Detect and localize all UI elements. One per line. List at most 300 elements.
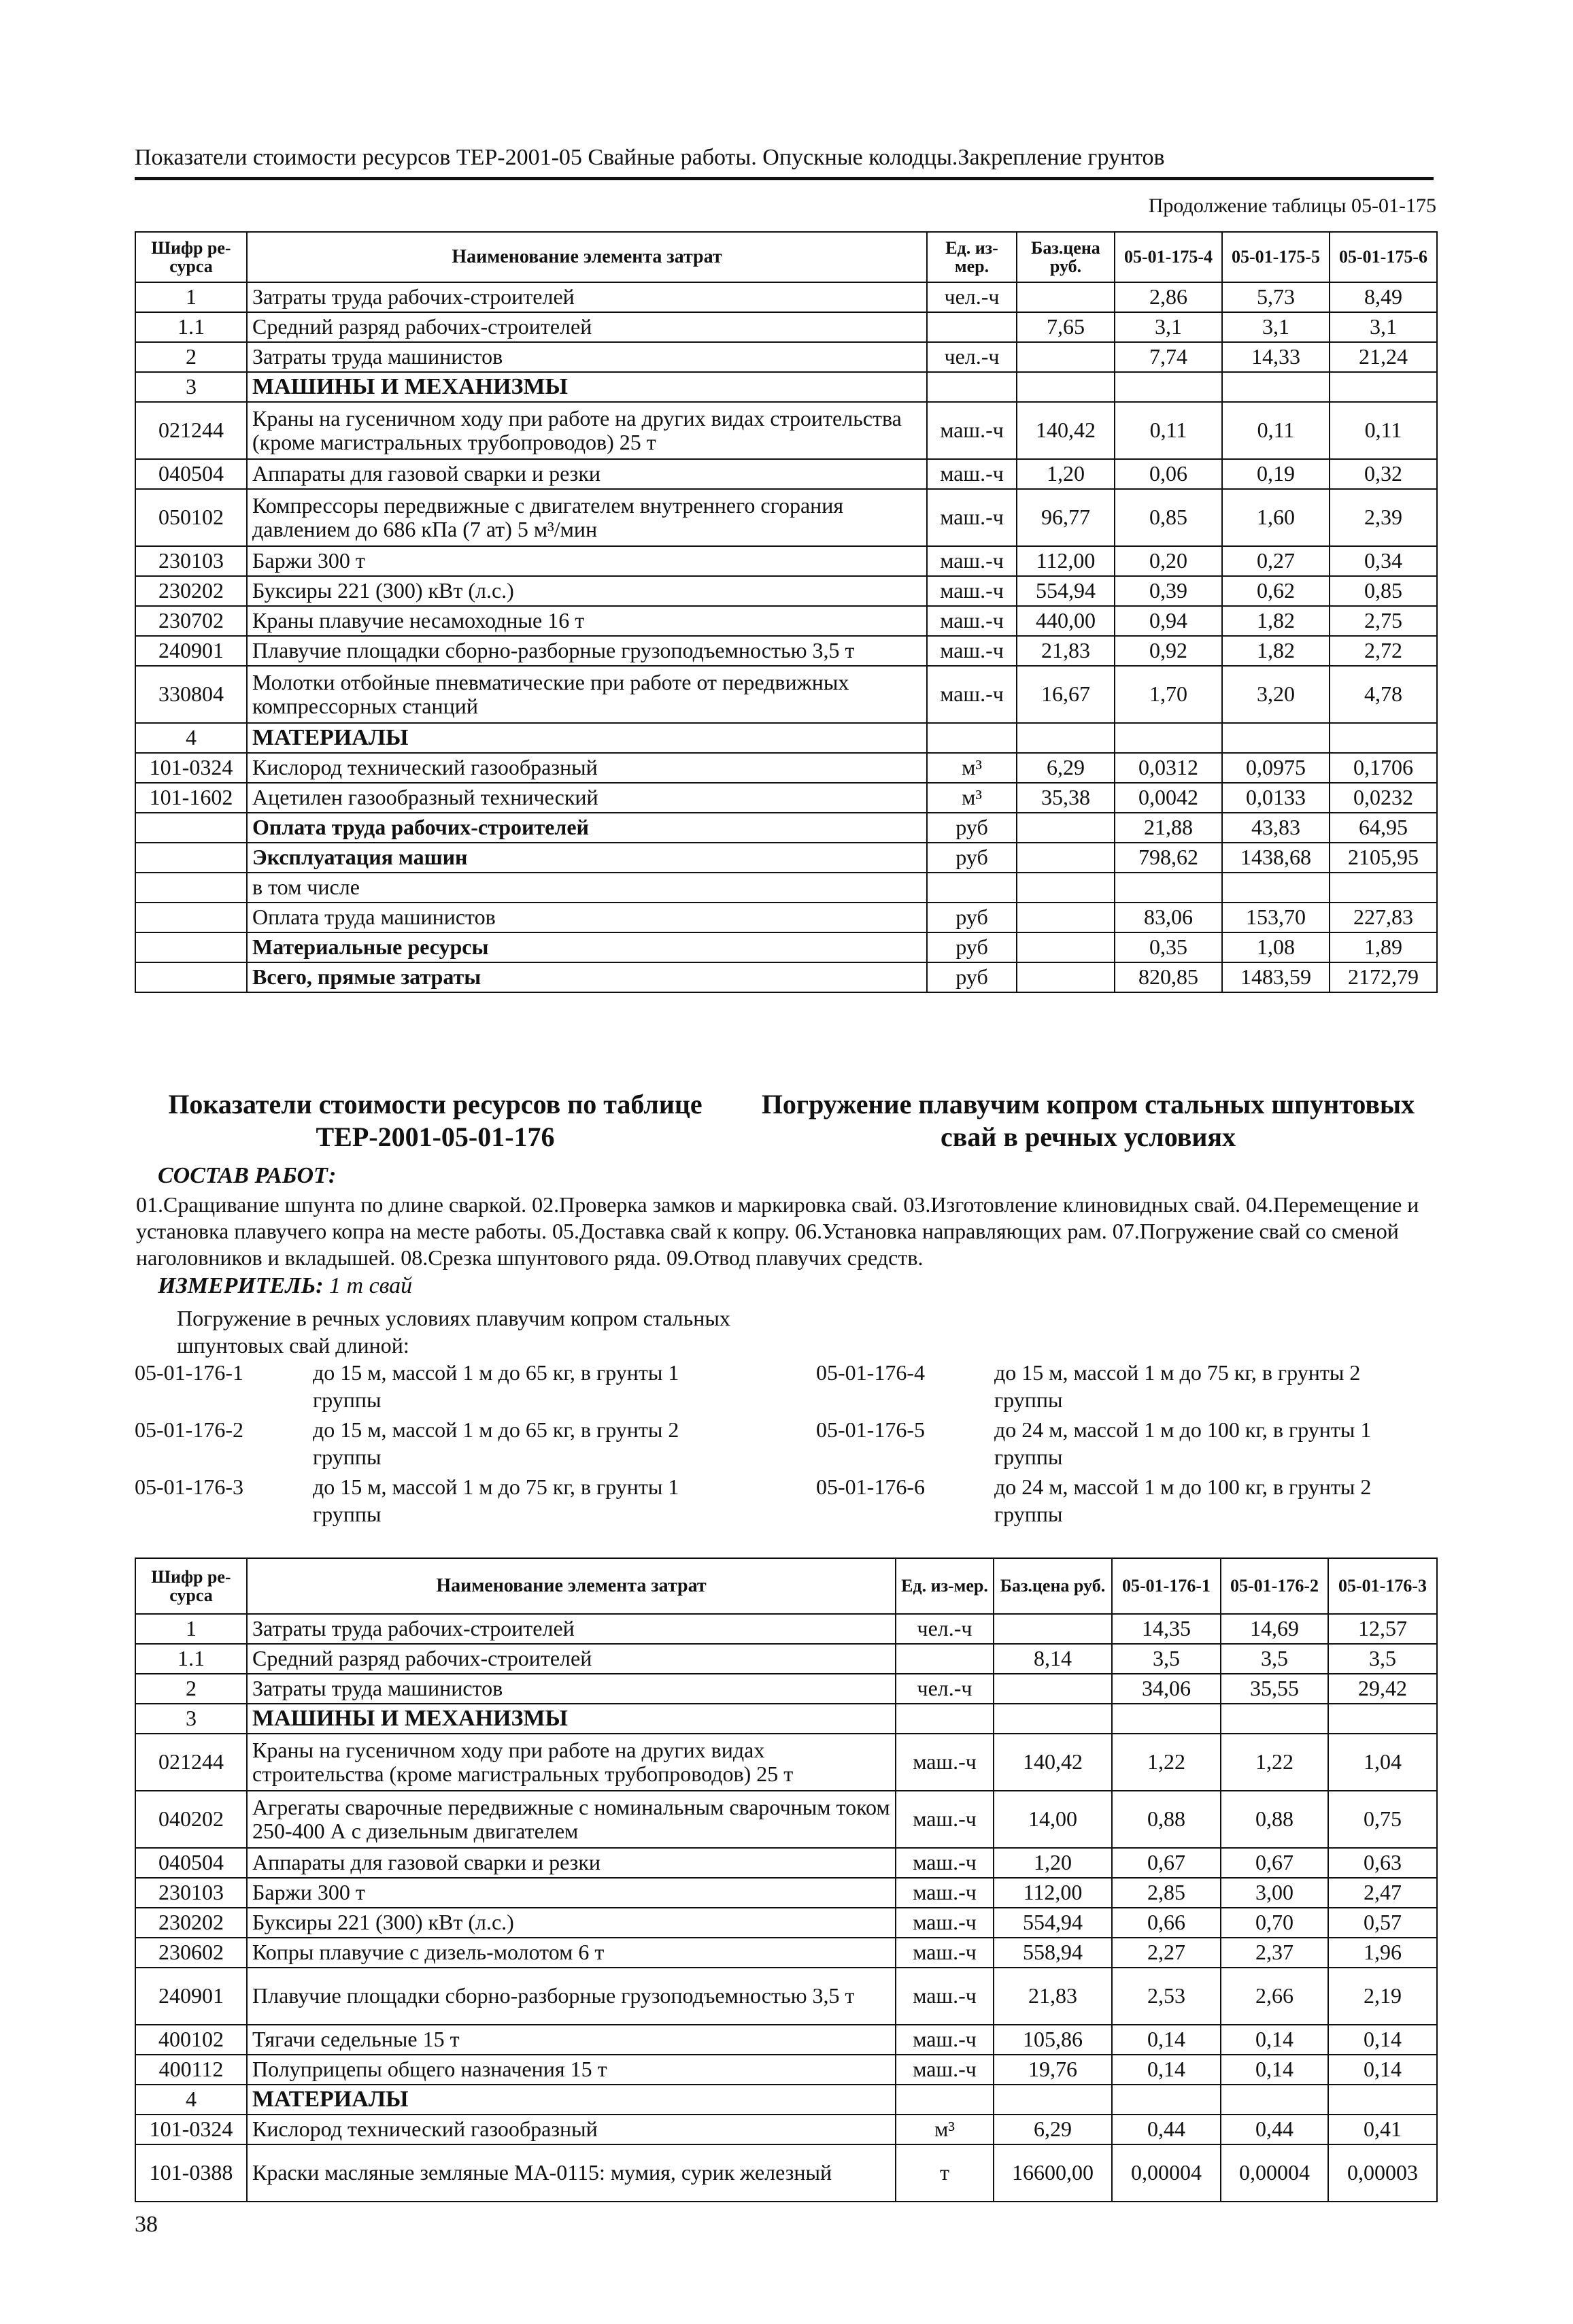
cell-value: 0,41 bbox=[1328, 2115, 1437, 2144]
cell-code: 230602 bbox=[135, 1938, 247, 1968]
cell-price: 35,38 bbox=[1017, 783, 1115, 813]
summary-row bbox=[135, 932, 1437, 962]
cell-value: 2,27 bbox=[1112, 1938, 1221, 1968]
cell-name: Молотки отбойные пневматические при работе от передвижных компрессорных станций bbox=[247, 666, 927, 723]
cell-price: 112,00 bbox=[994, 1878, 1112, 1908]
cell-name: Кислород технический газообразный bbox=[247, 753, 927, 783]
work-composition-text: 01.Сращивание шпунта по длине сваркой. 02.Проверка замков и маркировка свай. 03.Изготовление клиновидных свай. 04.Перемещение и установка плавучего копра на месте работы. 05.Доставка свай к копру. 06.Установка направляющих рам. 07.Погружение свай со сменой наголовников и вкладышей. 08.Срезка шпунтового ряда. 09.Отвод плавучих средств. bbox=[136, 1192, 1419, 1270]
cell-section-title: МАШИНЫ И МЕХАНИЗМЫ bbox=[247, 372, 927, 402]
cell-empty bbox=[994, 1704, 1112, 1734]
cell-unit: чел.-ч bbox=[896, 1674, 994, 1704]
cell-unit: маш.-ч bbox=[927, 402, 1017, 459]
cell-code: 1.1 bbox=[135, 1644, 247, 1674]
cell-price: 16,67 bbox=[1017, 666, 1115, 723]
cell-section-title: МАТЕРИАЛЫ bbox=[247, 723, 927, 753]
cell-empty bbox=[135, 873, 247, 903]
cell-name: Ацетилен газообразный технический bbox=[247, 783, 927, 813]
cell-name: Краны на гусеничном ходу при работе на других видах строительства (кроме магистральных трубопроводов) 25 т bbox=[247, 402, 927, 459]
cell-unit: руб bbox=[927, 813, 1017, 843]
table-row bbox=[135, 1734, 1437, 1791]
cell-price: 7,65 bbox=[1017, 312, 1115, 342]
variant-desc: до 24 м, массой 1 м до 100 кг, в грунты 2 группы bbox=[994, 1475, 1372, 1526]
col-header-c2: 05-01-176-2 bbox=[1221, 1558, 1328, 1614]
table-row bbox=[135, 2055, 1437, 2085]
cell-value: 7,74 bbox=[1115, 342, 1222, 372]
cell-code: 3 bbox=[135, 1704, 247, 1734]
table-row bbox=[135, 783, 1437, 813]
cell-value: 8,49 bbox=[1330, 282, 1437, 312]
table-row bbox=[135, 1968, 1437, 2025]
variant-desc: до 15 м, массой 1 м до 75 кг, в грунты 1 группы bbox=[313, 1475, 679, 1526]
cell-value: 1,22 bbox=[1112, 1734, 1221, 1791]
cell-unit: маш.-ч bbox=[896, 1848, 994, 1878]
cell-value: 0,1706 bbox=[1330, 753, 1437, 783]
cell-empty bbox=[1115, 723, 1222, 753]
table-row bbox=[135, 666, 1437, 723]
cell-name: Плавучие площадки сборно-разборные грузоподъемностью 3,5 т bbox=[247, 1968, 896, 2025]
cell-empty bbox=[1017, 962, 1115, 992]
cell-unit: маш.-ч bbox=[896, 1908, 994, 1938]
table-row bbox=[135, 2115, 1437, 2144]
section-row bbox=[135, 723, 1437, 753]
cell-code: 240901 bbox=[135, 1968, 247, 2025]
cell-value: 1,08 bbox=[1222, 932, 1330, 962]
cell-value: 83,06 bbox=[1115, 903, 1222, 932]
table-header-row bbox=[135, 1558, 1437, 1614]
cell-unit: маш.-ч bbox=[927, 606, 1017, 636]
page-header: Показатели стоимости ресурсов ТЕР-2001-05 Свайные работы. Опускные колодцы.Закрепление грунтов bbox=[135, 144, 1434, 180]
cell-empty bbox=[135, 843, 247, 873]
cell-price: 1,20 bbox=[994, 1848, 1112, 1878]
cell-value: 0,0042 bbox=[1115, 783, 1222, 813]
cell-value: 0,44 bbox=[1221, 2115, 1328, 2144]
cell-value: 5,73 bbox=[1222, 282, 1330, 312]
col-header-c2: 05-01-175-5 bbox=[1222, 232, 1330, 282]
col-header-unit: Ед. из-мер. bbox=[896, 1558, 994, 1614]
section-title-work: Погружение плавучим копром стальных шпунтовых свай в речных условиях bbox=[761, 1089, 1415, 1152]
variants-intro: Погружение в речных условиях плавучим копром стальных шпунтовых свай длиной: bbox=[177, 1306, 730, 1358]
cell-empty bbox=[1017, 843, 1115, 873]
variant-code: 05-01-176-3 bbox=[135, 1475, 243, 1499]
cell-empty bbox=[135, 903, 247, 932]
cell-value: 35,55 bbox=[1221, 1674, 1328, 1704]
cell-value: 0,34 bbox=[1330, 546, 1437, 576]
cell-code: 1.1 bbox=[135, 312, 247, 342]
measure-label-block bbox=[158, 1273, 412, 1299]
cell-unit: м³ bbox=[896, 2115, 994, 2144]
cell-value: 3,20 bbox=[1222, 666, 1330, 723]
variant-desc: до 24 м, массой 1 м до 100 кг, в грунты 1 группы bbox=[994, 1417, 1372, 1469]
cell-price: 6,29 bbox=[1017, 753, 1115, 783]
table-row bbox=[135, 753, 1437, 783]
cell-empty bbox=[1112, 2085, 1221, 2115]
cell-value: 0,00003 bbox=[1328, 2144, 1437, 2202]
cell-name: Аппараты для газовой сварки и резки bbox=[247, 459, 927, 489]
page-number: 38 bbox=[135, 2212, 158, 2237]
cell-price: 6,29 bbox=[994, 2115, 1112, 2144]
cell-unit: маш.-ч bbox=[896, 1878, 994, 1908]
col-header-name: Наименование элемента затрат bbox=[247, 232, 927, 282]
cell-value: 3,00 bbox=[1221, 1878, 1328, 1908]
cell-unit: руб bbox=[927, 843, 1017, 873]
cell-unit: маш.-ч bbox=[927, 459, 1017, 489]
cell-code: 2 bbox=[135, 1674, 247, 1704]
cell-unit: чел.-ч bbox=[927, 342, 1017, 372]
cell-name: Краны плавучие несамоходные 16 т bbox=[247, 606, 927, 636]
cell-value: 1,22 bbox=[1221, 1734, 1328, 1791]
section-row bbox=[135, 1704, 1437, 1734]
cell-name: Кислород технический газообразный bbox=[247, 2115, 896, 2144]
cell-name: Тягачи седельные 15 т bbox=[247, 2025, 896, 2055]
cell-name: Плавучие площадки сборно-разборные грузоподъемностью 3,5 т bbox=[247, 636, 927, 666]
cell-price: 140,42 bbox=[994, 1734, 1112, 1791]
table-row bbox=[135, 1908, 1437, 1938]
cell-value: 0,44 bbox=[1112, 2115, 1221, 2144]
cell-code: 230103 bbox=[135, 546, 247, 576]
cell-summary-name: Материальные ресурсы bbox=[247, 932, 927, 962]
cell-value: 3,1 bbox=[1115, 312, 1222, 342]
cell-empty bbox=[1115, 372, 1222, 402]
cell-code: 040202 bbox=[135, 1791, 247, 1848]
section-title-table-ref: Показатели стоимости ресурсов по таблице ТЕР-2001-05-01-176 bbox=[168, 1089, 703, 1152]
variant-desc: до 15 м, массой 1 м до 65 кг, в грунты 1 группы bbox=[313, 1360, 679, 1412]
cell-value: 0,66 bbox=[1112, 1908, 1221, 1938]
cell-section-title: МАШИНЫ И МЕХАНИЗМЫ bbox=[247, 1704, 896, 1734]
table-row bbox=[135, 606, 1437, 636]
cell-code: 2 bbox=[135, 342, 247, 372]
cell-name: Краски масляные земляные МА-0115: мумия, сурик железный bbox=[247, 2144, 896, 2202]
cell-code: 1 bbox=[135, 1614, 247, 1644]
variant-code: 05-01-176-5 bbox=[816, 1417, 925, 1442]
cell-empty bbox=[1017, 372, 1115, 402]
cell-value: 1438,68 bbox=[1222, 843, 1330, 873]
col-header-price: Баз.цена руб. bbox=[1017, 232, 1115, 282]
cell-value bbox=[1115, 873, 1222, 903]
cell-value: 1,04 bbox=[1328, 1734, 1437, 1791]
cell-name: Копры плавучие с дизель-молотом 6 т bbox=[247, 1938, 896, 1968]
cell-name: Средний разряд рабочих-строителей bbox=[247, 1644, 896, 1674]
cell-empty bbox=[1017, 932, 1115, 962]
table-row bbox=[135, 402, 1437, 459]
cell-code: 240901 bbox=[135, 636, 247, 666]
cell-value: 0,14 bbox=[1221, 2055, 1328, 2085]
cell-value: 14,35 bbox=[1112, 1614, 1221, 1644]
summary-row bbox=[135, 962, 1437, 992]
cell-unit: чел.-ч bbox=[927, 282, 1017, 312]
cell-empty bbox=[135, 813, 247, 843]
cell-code: 021244 bbox=[135, 1734, 247, 1791]
col-header-code: Шифр ре-сурса bbox=[135, 1558, 247, 1614]
cell-empty bbox=[1017, 813, 1115, 843]
cell-code: 3 bbox=[135, 372, 247, 402]
table-row bbox=[135, 1878, 1437, 1908]
table-row bbox=[135, 342, 1437, 372]
cell-unit: маш.-ч bbox=[896, 1791, 994, 1848]
cell-price: 14,00 bbox=[994, 1791, 1112, 1848]
cell-code: 400112 bbox=[135, 2055, 247, 2085]
cell-empty bbox=[1222, 723, 1330, 753]
cell-unit: маш.-ч bbox=[927, 489, 1017, 546]
variant-code: 05-01-176-6 bbox=[816, 1475, 925, 1499]
col-header-name: Наименование элемента затрат bbox=[247, 1558, 896, 1614]
cell-code: 101-0388 bbox=[135, 2144, 247, 2202]
cell-value: 798,62 bbox=[1115, 843, 1222, 873]
cell-value: 0,27 bbox=[1222, 546, 1330, 576]
cell-value: 2,37 bbox=[1221, 1938, 1328, 1968]
variant-desc: до 15 м, массой 1 м до 65 кг, в грунты 2 группы bbox=[313, 1417, 679, 1469]
table-row bbox=[135, 576, 1437, 606]
cell-unit: маш.-ч bbox=[896, 1734, 994, 1791]
cell-value: 0,63 bbox=[1328, 1848, 1437, 1878]
cell-code: 230103 bbox=[135, 1878, 247, 1908]
cell-empty bbox=[927, 723, 1017, 753]
cell-value: 0,0133 bbox=[1222, 783, 1330, 813]
cell-unit bbox=[927, 312, 1017, 342]
cell-code: 330804 bbox=[135, 666, 247, 723]
cell-name: Полуприцепы общего назначения 15 т bbox=[247, 2055, 896, 2085]
cell-unit: маш.-ч bbox=[896, 1938, 994, 1968]
cell-unit: маш.-ч bbox=[927, 576, 1017, 606]
cell-value: 153,70 bbox=[1222, 903, 1330, 932]
cell-value: 21,88 bbox=[1115, 813, 1222, 843]
cell-value: 43,83 bbox=[1222, 813, 1330, 843]
cell-value: 0,92 bbox=[1115, 636, 1222, 666]
table-row bbox=[135, 2025, 1437, 2055]
cell-value: 0,14 bbox=[1112, 2025, 1221, 2055]
cell-unit: маш.-ч bbox=[896, 1968, 994, 2025]
table-row bbox=[135, 312, 1437, 342]
cell-unit bbox=[896, 1644, 994, 1674]
cell-unit: руб bbox=[927, 932, 1017, 962]
cell-empty bbox=[1330, 723, 1437, 753]
cell-code: 050102 bbox=[135, 489, 247, 546]
table-row bbox=[135, 1791, 1437, 1848]
summary-row bbox=[135, 843, 1437, 873]
cell-empty bbox=[1017, 903, 1115, 932]
cell-summary-name: Всего, прямые затраты bbox=[247, 962, 927, 992]
cell-code: 230202 bbox=[135, 576, 247, 606]
cell-value bbox=[1330, 873, 1437, 903]
cell-unit: м³ bbox=[927, 753, 1017, 783]
cell-value: 0,06 bbox=[1115, 459, 1222, 489]
cell-price: 21,83 bbox=[1017, 636, 1115, 666]
cell-value: 12,57 bbox=[1328, 1614, 1437, 1644]
cell-empty bbox=[135, 932, 247, 962]
table-body bbox=[135, 1614, 1437, 2202]
variant-code: 05-01-176-4 bbox=[816, 1360, 925, 1385]
cell-value: 2,86 bbox=[1115, 282, 1222, 312]
cell-value: 1,70 bbox=[1115, 666, 1222, 723]
cell-empty bbox=[1328, 2085, 1437, 2115]
table-body bbox=[135, 282, 1437, 992]
cell-empty bbox=[1221, 1704, 1328, 1734]
variant-code: 05-01-176-1 bbox=[135, 1360, 243, 1385]
cell-price: 140,42 bbox=[1017, 402, 1115, 459]
cell-empty bbox=[1222, 372, 1330, 402]
table-row bbox=[135, 1848, 1437, 1878]
col-header-price: Баз.цена руб. bbox=[994, 1558, 1112, 1614]
cell-empty bbox=[1330, 372, 1437, 402]
measure-value: 1 т свай bbox=[329, 1273, 413, 1298]
summary-row bbox=[135, 813, 1437, 843]
cell-value: 0,32 bbox=[1330, 459, 1437, 489]
section-row bbox=[135, 372, 1437, 402]
cell-value: 0,11 bbox=[1222, 402, 1330, 459]
table-row bbox=[135, 1614, 1437, 1644]
cell-value: 1483,59 bbox=[1222, 962, 1330, 992]
cell-value: 0,19 bbox=[1222, 459, 1330, 489]
cell-price: 1,20 bbox=[1017, 459, 1115, 489]
table-row bbox=[135, 282, 1437, 312]
cell-value: 1,82 bbox=[1222, 636, 1330, 666]
cell-value: 0,00004 bbox=[1112, 2144, 1221, 2202]
cell-code: 230702 bbox=[135, 606, 247, 636]
cell-value: 0,88 bbox=[1112, 1791, 1221, 1848]
cell-value: 3,1 bbox=[1222, 312, 1330, 342]
cell-code: 400102 bbox=[135, 2025, 247, 2055]
cell-value: 2,75 bbox=[1330, 606, 1437, 636]
table-row bbox=[135, 546, 1437, 576]
col-header-c1: 05-01-176-1 bbox=[1112, 1558, 1221, 1614]
cell-name: Затраты труда рабочих-строителей bbox=[247, 282, 927, 312]
cell-name: Компрессоры передвижные с двигателем внутреннего сгорания давлением до 686 кПа (7 ат) 5 м³/мин bbox=[247, 489, 927, 546]
cell-empty bbox=[1221, 2085, 1328, 2115]
cell-name: Буксиры 221 (300) кВт (л.с.) bbox=[247, 576, 927, 606]
cell-name: Затраты труда машинистов bbox=[247, 1674, 896, 1704]
cell-unit: маш.-ч bbox=[927, 636, 1017, 666]
table-row bbox=[135, 1644, 1437, 1674]
cell-value: 0,14 bbox=[1112, 2055, 1221, 2085]
cell-value: 0,20 bbox=[1115, 546, 1222, 576]
table-row bbox=[135, 489, 1437, 546]
cell-value: 0,67 bbox=[1221, 1848, 1328, 1878]
cell-code: 040504 bbox=[135, 1848, 247, 1878]
cell-code: 040504 bbox=[135, 459, 247, 489]
cell-value: 0,39 bbox=[1115, 576, 1222, 606]
cell-value: 0,14 bbox=[1221, 2025, 1328, 2055]
cell-price: 105,86 bbox=[994, 2025, 1112, 2055]
cell-value: 21,24 bbox=[1330, 342, 1437, 372]
cell-empty bbox=[994, 2085, 1112, 2115]
cell-price: 440,00 bbox=[1017, 606, 1115, 636]
cell-summary-name: в том числе bbox=[247, 873, 927, 903]
table-row bbox=[135, 1674, 1437, 1704]
cell-value: 0,0975 bbox=[1222, 753, 1330, 783]
cell-code: 4 bbox=[135, 723, 247, 753]
cell-value: 14,69 bbox=[1221, 1614, 1328, 1644]
cell-unit: т bbox=[896, 2144, 994, 2202]
table-row bbox=[135, 1938, 1437, 1968]
cell-value: 29,42 bbox=[1328, 1674, 1437, 1704]
cell-value: 1,96 bbox=[1328, 1938, 1437, 1968]
cell-price: 8,14 bbox=[994, 1644, 1112, 1674]
table-row bbox=[135, 459, 1437, 489]
cell-code: 4 bbox=[135, 2085, 247, 2115]
cell-value: 0,35 bbox=[1115, 932, 1222, 962]
cell-value: 3,5 bbox=[1112, 1644, 1221, 1674]
cell-value: 0,85 bbox=[1330, 576, 1437, 606]
cell-value: 0,67 bbox=[1112, 1848, 1221, 1878]
cell-value: 3,5 bbox=[1221, 1644, 1328, 1674]
cell-value: 2,19 bbox=[1328, 1968, 1437, 2025]
cell-name: Затраты труда машинистов bbox=[247, 342, 927, 372]
cell-value: 2,39 bbox=[1330, 489, 1437, 546]
cell-price: 16600,00 bbox=[994, 2144, 1112, 2202]
cell-empty bbox=[1017, 723, 1115, 753]
cell-price: 554,94 bbox=[1017, 576, 1115, 606]
section-row bbox=[135, 2085, 1437, 2115]
cell-code: 101-1602 bbox=[135, 783, 247, 813]
cell-value: 0,14 bbox=[1328, 2055, 1437, 2085]
cell-empty bbox=[927, 372, 1017, 402]
work-composition-label: СОСТАВ РАБОТ: bbox=[158, 1163, 337, 1188]
cell-name: Баржи 300 т bbox=[247, 546, 927, 576]
cell-price: 21,83 bbox=[994, 1968, 1112, 2025]
cell-name: Средний разряд рабочих-строителей bbox=[247, 312, 927, 342]
cell-value bbox=[1222, 873, 1330, 903]
cell-empty bbox=[1112, 1704, 1221, 1734]
cell-price bbox=[1017, 342, 1115, 372]
cell-name: Буксиры 221 (300) кВт (л.с.) bbox=[247, 1908, 896, 1938]
cell-value: 0,11 bbox=[1330, 402, 1437, 459]
cell-section-title: МАТЕРИАЛЫ bbox=[247, 2085, 896, 2115]
cell-unit: маш.-ч bbox=[927, 546, 1017, 576]
cell-price: 96,77 bbox=[1017, 489, 1115, 546]
table-header-row bbox=[135, 232, 1437, 282]
table-row bbox=[135, 636, 1437, 666]
cell-value: 0,57 bbox=[1328, 1908, 1437, 1938]
cell-price: 19,76 bbox=[994, 2055, 1112, 2085]
cell-code: 021244 bbox=[135, 402, 247, 459]
cell-price: 112,00 bbox=[1017, 546, 1115, 576]
cell-name: Агрегаты сварочные передвижные с номинальным сварочным током 250-400 А с дизельным двигателем bbox=[247, 1791, 896, 1848]
cell-empty bbox=[1017, 873, 1115, 903]
cell-name: Затраты труда рабочих-строителей bbox=[247, 1614, 896, 1644]
cell-price bbox=[994, 1674, 1112, 1704]
cell-unit: чел.-ч bbox=[896, 1614, 994, 1644]
cell-name: Аппараты для газовой сварки и резки bbox=[247, 1848, 896, 1878]
cell-value: 3,1 bbox=[1330, 312, 1437, 342]
cell-value: 0,88 bbox=[1221, 1791, 1328, 1848]
cell-value: 2172,79 bbox=[1330, 962, 1437, 992]
resource-table-175 bbox=[135, 231, 1438, 993]
cell-unit: маш.-ч bbox=[896, 2055, 994, 2085]
cell-value: 2,47 bbox=[1328, 1878, 1437, 1908]
cell-value: 1,82 bbox=[1222, 606, 1330, 636]
cell-value: 14,33 bbox=[1222, 342, 1330, 372]
cell-price: 554,94 bbox=[994, 1908, 1112, 1938]
cell-unit: маш.-ч bbox=[927, 666, 1017, 723]
cell-unit: маш.-ч bbox=[896, 2025, 994, 2055]
measure-label: ИЗМЕРИТЕЛЬ: bbox=[158, 1273, 324, 1298]
cell-name: Баржи 300 т bbox=[247, 1878, 896, 1908]
cell-value: 64,95 bbox=[1330, 813, 1437, 843]
cell-value: 2,85 bbox=[1112, 1878, 1221, 1908]
cell-price bbox=[1017, 282, 1115, 312]
variant-desc: до 15 м, массой 1 м до 75 кг, в грунты 2 группы bbox=[994, 1360, 1361, 1412]
cell-unit: руб bbox=[927, 903, 1017, 932]
cell-code: 101-0324 bbox=[135, 2115, 247, 2144]
variant-code: 05-01-176-2 bbox=[135, 1417, 243, 1442]
cell-empty bbox=[896, 2085, 994, 2115]
cell-value: 0,00004 bbox=[1221, 2144, 1328, 2202]
cell-value: 1,89 bbox=[1330, 932, 1437, 962]
cell-value: 4,78 bbox=[1330, 666, 1437, 723]
cell-summary-name: Оплата труда рабочих-строителей bbox=[247, 813, 927, 843]
col-header-code: Шифр ре-сурса bbox=[135, 232, 247, 282]
summary-row bbox=[135, 873, 1437, 903]
cell-code: 230202 bbox=[135, 1908, 247, 1938]
